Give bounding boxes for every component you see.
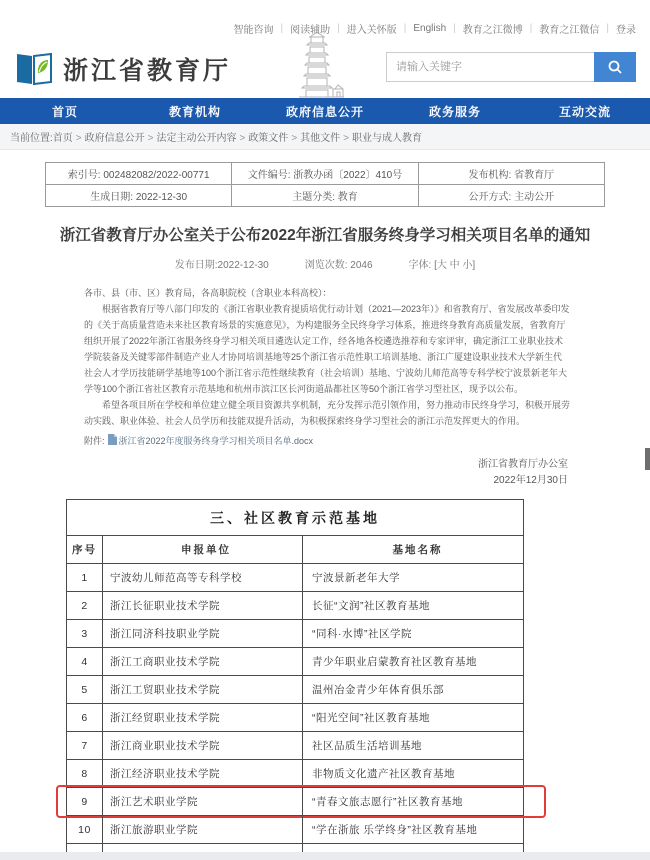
breadcrumb-item[interactable]: 政策文件 xyxy=(248,133,289,144)
edge-mark xyxy=(645,448,650,470)
row-base: 宁波景新老年大学 xyxy=(312,572,400,584)
row-no: 6 xyxy=(67,704,103,731)
search-button[interactable] xyxy=(594,52,636,82)
main-nav xyxy=(0,98,650,124)
table-header-row xyxy=(67,536,523,564)
breadcrumb-item[interactable]: 政府信息公开 xyxy=(84,133,145,144)
row-no: 1 xyxy=(67,564,103,591)
site-header xyxy=(0,40,650,98)
header-no: 序号 xyxy=(67,536,103,563)
logo-book-icon xyxy=(14,51,54,87)
article-body xyxy=(84,285,570,449)
row-base: 温州冶金青少年体育俱乐部 xyxy=(312,684,444,696)
row-base: 非物质文化遗产社区教育基地 xyxy=(312,768,455,780)
row-no: 7 xyxy=(67,732,103,759)
breadcrumb-separator: > xyxy=(239,133,246,144)
row-base: 长征“文润”社区教育基地 xyxy=(312,600,430,612)
row-no: 2 xyxy=(67,592,103,619)
topbar-link[interactable]: English xyxy=(413,23,447,34)
row-base: 社区品质生活培训基地 xyxy=(312,740,422,752)
attachment-label: 附件: xyxy=(84,436,105,446)
separator: | xyxy=(529,23,533,34)
row-unit: 浙江商业职业技术学院 xyxy=(103,732,303,759)
doc-info-line xyxy=(0,256,650,271)
separator: | xyxy=(453,23,456,34)
breadcrumb-separator: > xyxy=(291,133,298,144)
row-unit: 浙江艺术职业学院 xyxy=(103,788,303,815)
row-no: 9 xyxy=(67,788,103,815)
topbar-links xyxy=(234,21,636,36)
meta-index-no: 索引号: 002482082/2022-00771 xyxy=(46,163,232,185)
table-row xyxy=(67,648,523,676)
paragraph-2: 希望各项目所在学校和单位建立健全项目资源共享机制，充分发挥示范引领作用，努力推动市民终身学习，积极开展劳动实践、职业体验、社会人员学历和技能双提升活动，为积极探索终身学习型社会的浙江示范发挥更大的作用。 xyxy=(84,400,571,426)
site-name: 浙江省教育厅 xyxy=(63,57,232,85)
meta-doc-no: 文件编号: 浙教办函〔2022〕410号 xyxy=(232,163,418,185)
pagoda-watermark-icon xyxy=(297,23,345,99)
nav-item[interactable]: 政府信息公开 xyxy=(285,104,364,119)
table-row xyxy=(67,788,523,816)
doc-meta-table xyxy=(45,162,605,207)
row-base: “同科·水博”社区学院 xyxy=(312,628,412,640)
topbar-link[interactable]: 智能咨询 xyxy=(233,25,274,36)
table-row xyxy=(67,620,523,648)
row-base: “青春文旅志愿行”社区教育基地 xyxy=(312,796,463,808)
paragraph-1: 根据省教育厅等八部门印发的《浙江省职业教育提质培优行动计划（2021—2023年）》和省教育厅、省发展改革委印发的《关于高质量营造未来社区教育场景的实施意见》，为构建服务全民终身学习体系，推进终身教育高质量发展，省教育厅组织开展了2022年浙江省服务终身学习相关项目遴选认定工作，经各地各校遴选推荐和专家评审，确定浙江工业职业技术学院装备及关键零部件制造产业人才协同培训基地等25个浙江省示范性职工培训基地、浙江广厦建设职业技术大学新生代社会人才学历技能研学基地等100个浙江省示范性继续教育（社会培训）基地、宁波幼儿师范高等专科学校宁波景新老年大学等100个浙江省社区教育示范基地和杭州市滨江区长河街道晶都社区等50个浙江省学习型社区，现予以公布。 xyxy=(84,304,570,394)
separator: | xyxy=(280,23,284,34)
row-no: 3 xyxy=(67,620,103,647)
search-bar xyxy=(386,52,636,82)
salutation: 各市、县（市、区）教育局，各高职院校（含职业本科高校）： xyxy=(84,288,332,298)
breadcrumb-prefix: 当前位置: xyxy=(10,133,53,144)
separator: | xyxy=(337,23,340,34)
attachment-line xyxy=(84,433,570,449)
site-logo[interactable] xyxy=(14,51,231,87)
page-bottom-strip xyxy=(0,852,650,860)
breadcrumb-item[interactable]: 首页 xyxy=(52,133,73,144)
table-row xyxy=(67,564,523,592)
row-base: 青少年职业启蒙教育社区教育基地 xyxy=(312,656,477,668)
font-size-control[interactable]: 字体: [大 中 小] xyxy=(408,260,476,271)
view-count: 浏览次数: 2046 xyxy=(304,260,373,271)
meta-open-type: 公开方式: 主动公开 xyxy=(419,185,605,207)
nav-item[interactable]: 首页 xyxy=(51,104,78,119)
row-unit: 浙江经贸职业技术学院 xyxy=(103,704,303,731)
topbar-link[interactable]: 进入关怀版 xyxy=(346,25,397,36)
doc-file-icon xyxy=(108,434,117,445)
table-row xyxy=(67,816,523,844)
table-row xyxy=(67,704,523,732)
nav-item[interactable]: 互动交流 xyxy=(558,104,611,119)
table-row xyxy=(67,760,523,788)
breadcrumb-separator: > xyxy=(343,133,349,144)
nav-item[interactable]: 教育机构 xyxy=(168,104,221,119)
meta-category: 主题分类: 教育 xyxy=(232,185,418,207)
row-no: 8 xyxy=(67,760,103,787)
topbar-link[interactable]: 登录 xyxy=(616,25,636,36)
row-unit: 浙江工商职业技术学院 xyxy=(103,648,303,675)
breadcrumb xyxy=(0,124,650,150)
table-title: 三、社区教育示范基地 xyxy=(67,500,523,536)
search-icon xyxy=(607,59,623,75)
row-unit: 浙江旅游职业学院 xyxy=(103,816,303,843)
row-base: “阳光空间”社区教育基地 xyxy=(312,712,430,724)
header-unit: 申报单位 xyxy=(103,536,303,563)
search-input[interactable] xyxy=(386,52,594,82)
signature-block xyxy=(0,457,568,489)
separator: | xyxy=(403,23,407,34)
attachment-link[interactable]: 浙江省2022年度服务终身学习相关项目名单.docx xyxy=(118,436,314,446)
row-no: 10 xyxy=(67,816,103,843)
signature-date: 2022年12月30日 xyxy=(493,475,568,486)
breadcrumb-item[interactable]: 职业与成人教育 xyxy=(352,133,422,144)
row-no: 4 xyxy=(67,648,103,675)
row-no: 5 xyxy=(67,676,103,703)
signature-org: 浙江省教育厅办公室 xyxy=(478,459,568,470)
row-unit: 浙江长征职业技术学院 xyxy=(103,592,303,619)
publish-date: 发布日期:2022-12-30 xyxy=(174,260,269,271)
breadcrumb-separator: > xyxy=(75,133,82,144)
page-title: 浙江省教育厅办公室关于公布2022年浙江省服务终身学习相关项目名单的通知 xyxy=(59,227,591,244)
community-base-table xyxy=(66,499,524,858)
row-base: “学在浙旅 乐学终身”社区教育基地 xyxy=(312,824,478,836)
header-base: 基地名称 xyxy=(392,544,443,556)
separator: | xyxy=(606,23,609,34)
row-unit: 宁波幼儿师范高等专科学校 xyxy=(103,564,303,591)
meta-date-created: 生成日期: 2022-12-30 xyxy=(46,185,232,207)
breadcrumb-item[interactable]: 其他文件 xyxy=(300,133,341,144)
row-unit: 浙江同济科技职业学院 xyxy=(103,620,303,647)
row-unit: 浙江经济职业技术学院 xyxy=(103,760,303,787)
nav-item[interactable]: 政务服务 xyxy=(428,104,481,119)
table-row xyxy=(67,732,523,760)
table-row xyxy=(67,592,523,620)
table-row xyxy=(67,676,523,704)
topbar-link[interactable]: 教育之江微博 xyxy=(462,25,523,36)
table-body xyxy=(67,564,523,844)
topbar-link[interactable]: 阅读辅助 xyxy=(290,25,331,36)
meta-publisher: 发布机构: 省教育厅 xyxy=(419,163,605,185)
breadcrumb-item[interactable]: 法定主动公开内容 xyxy=(156,133,237,144)
topbar-link[interactable]: 教育之江微信 xyxy=(539,25,600,36)
row-unit: 浙江工贸职业技术学院 xyxy=(103,676,303,703)
breadcrumb-separator: > xyxy=(147,133,154,144)
